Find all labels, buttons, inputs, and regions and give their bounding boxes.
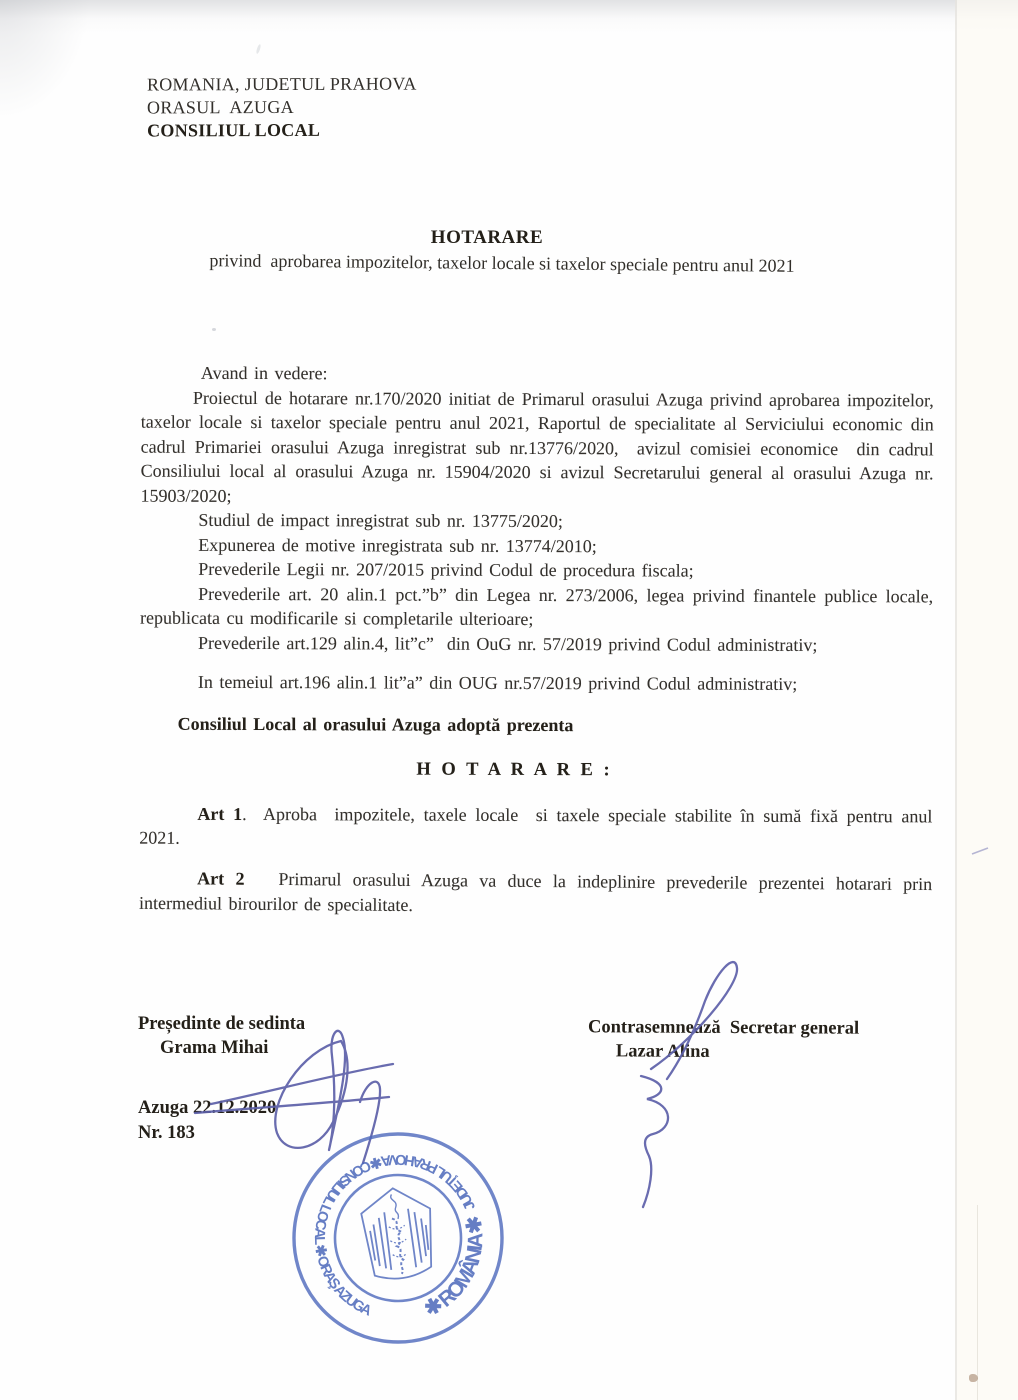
scan-fold-line-2 — [977, 1205, 978, 1400]
document-title: HOTARARE — [430, 227, 544, 248]
scan-corner-shadow — [0, 0, 90, 120]
president-role: Președinte de sedinta — [138, 1014, 306, 1034]
letterhead-council-line: CONSILIUL LOCAL — [147, 119, 321, 141]
secretary-name: Lazar Alina — [615, 1041, 710, 1062]
issue-number: Nr. 183 — [138, 1123, 195, 1143]
preamble-item-law-273: Prevederile art. 20 alin.1 pct.”b” din Legea nr. 273/2006, legea privind finantele publice locale, republicata cu modificarile si completarile ulterioare; — [140, 583, 934, 629]
document-body — [139, 361, 934, 919]
secretary-role: Contrasemnează Secretar general — [588, 1017, 860, 1039]
article-1 — [139, 801, 932, 853]
stamp-country-text: ✱ ROMÂNIA ✱ — [420, 1211, 488, 1322]
article-2-text: Primarul orasului Azuga va duce la indeplinire prevederile prezentei hotarari prin intermediul birourilor de specialitate. — [138, 868, 933, 915]
preamble-lead: Avand in vedere: — [200, 362, 328, 384]
letterhead-county-line: ROMANIA, JUDETUL PRAHOVA — [146, 73, 417, 95]
enactment-line: Consiliul Local al orasului Azuga adoptă prezenta — [177, 713, 574, 735]
issue-place-date: Azuga 22.12.2020 — [138, 1098, 277, 1118]
decision-heading: H O T A R A R E : — [416, 759, 612, 781]
preamble-item-law-207: Prevederile Legii nr. 207/2015 privind Codul de procedura fiscala; — [198, 558, 694, 581]
article-1-text: . Aproba impozitele, taxele locale si taxele speciale stabilite în sumă fixă pentru anul 2021. — [139, 803, 933, 848]
president-name: Grama Mihai — [160, 1038, 269, 1058]
stamp-coat-of-arms — [359, 1185, 437, 1282]
title-block — [0, 227, 1018, 274]
signature-secretary-ink — [641, 962, 737, 1207]
president-signature-block — [138, 1012, 305, 1060]
scan-edge-shadow — [0, 0, 1018, 34]
issue-block — [138, 1096, 276, 1146]
scan-speck — [969, 1374, 978, 1382]
stamp-inner-ring — [320, 1160, 476, 1316]
article-2-label: Art 2 — [197, 867, 245, 889]
scan-speck — [256, 44, 262, 54]
article-1-label: Art 1 — [197, 803, 243, 824]
preamble-item-impact-study: Studiul de impact inregistrat sub nr. 13775/2020; — [198, 509, 563, 532]
preamble-paragraph: Proiectul de hotarare nr.170/2020 initiat de Primarul orasului Azuga privind aprobarea impozitelor, taxelor locale si taxelor speciale pentru anul 2021, Raportul de specialitate al Serviciului economic din cadrul Primariei orasului Azuga inregistrat sub nr.13776/2020, avizul comisiei economice din cadrul Consiliului local al orasului Azuga nr. 15904/2020 si avizul Secretarului general al orasului Azuga nr. 15903/2020; — [140, 387, 934, 506]
letterhead-city-line: ORASUL AZUGA — [146, 96, 294, 118]
secretary-signature-block — [588, 1015, 859, 1064]
preamble-item-motives: Expunerea de motive inregistrata sub nr. 13774/2010; — [198, 534, 597, 556]
stamp-ring-text: JUDEŢUL PRAHOVA ✱ CONSILIUL LOCAL ✱ ORAŞ AZUGA — [310, 1150, 479, 1320]
stamp-outer-ring — [269, 1109, 526, 1366]
scan-speck — [212, 328, 216, 331]
official-stamp — [269, 1109, 526, 1366]
legal-basis-line: In temeiul art.196 alin.1 lit”a” din OUG nr.57/2019 privind Codul administrativ; — [197, 671, 798, 694]
letterhead — [147, 73, 417, 143]
article-2 — [139, 865, 932, 920]
document-subtitle: privind aprobarea impozitelor, taxelor locale si taxelor speciale pentru anul 2021 — [209, 250, 795, 276]
scan-right-tint — [957, 0, 1018, 1400]
preamble-item-oug-57: Prevederile art.129 alin.4, lit”c” din OuG nr. 57/2019 privind Codul administrativ; — [197, 632, 818, 655]
